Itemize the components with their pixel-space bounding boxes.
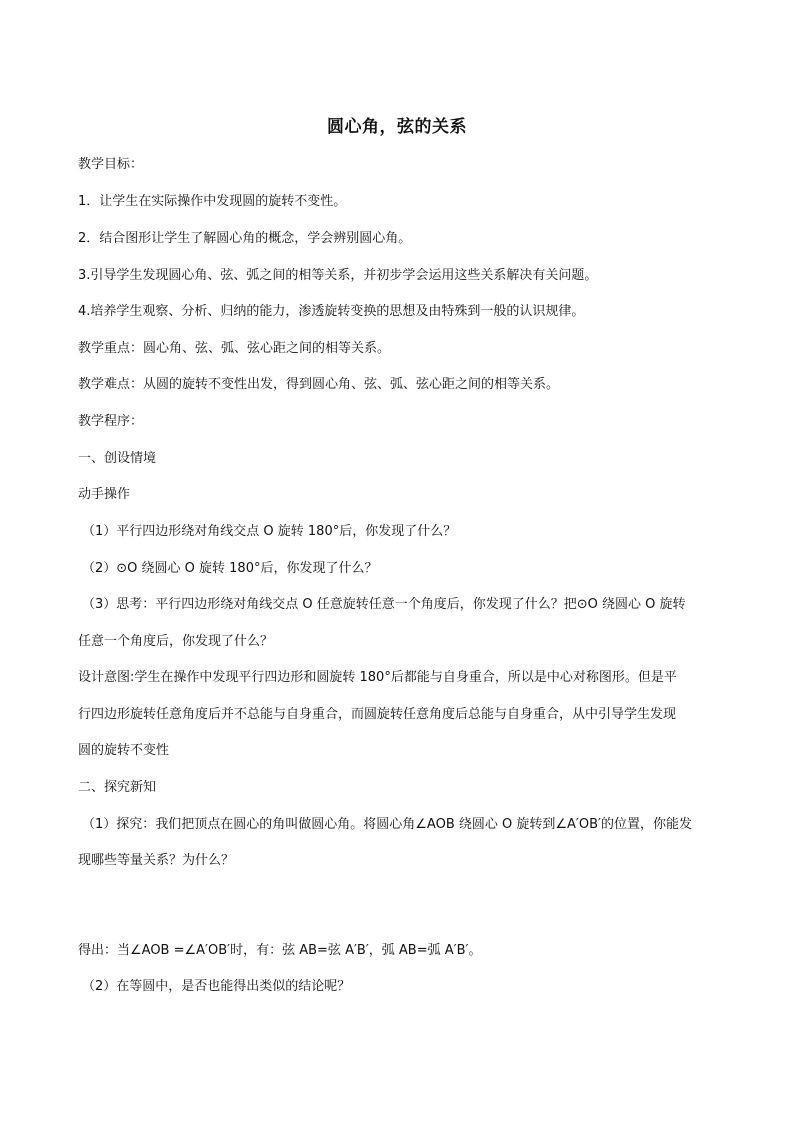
text-line-key-points: 教学重点：圆心角、弦、弧、弦心距之间的相等关系。 bbox=[78, 341, 391, 356]
text-line-step-2: （2）⊙O 绕圆心 O 旋转 180°后，你发现了什么？ bbox=[82, 561, 378, 576]
text-line-section-1-heading: 一、创设情境 bbox=[78, 451, 157, 466]
text-line-explore-2: 现哪些等量关系？为什么？ bbox=[78, 853, 235, 868]
text-line-step-1: （1）平行四边形绕对角线交点 O 旋转 180°后，你发现了什么？ bbox=[82, 524, 457, 539]
text-line-goal-1: 1．让学生在实际操作中发现圆的旋转不变性。 bbox=[78, 194, 347, 209]
text-line-procedure-heading: 教学程序： bbox=[78, 414, 144, 429]
text-line-explore-1: （1）探究：我们把顶点在圆心的角叫做圆心角。将圆心角∠AOB 绕圆心 O 旋转到∠A′OB′的位置，你能发 bbox=[82, 817, 692, 832]
text-line-question-2: （2）在等圆中，是否也能得出类似的结论呢？ bbox=[82, 979, 351, 994]
text-line-hands-on: 动手操作 bbox=[78, 487, 131, 502]
document-title: 圆心角，弦的关系 bbox=[327, 117, 467, 137]
text-line-teaching-goals-heading: 教学目标： bbox=[78, 157, 144, 172]
text-line-design-intent-1: 设计意图:学生在操作中发现平行四边形和圆旋转 180°后都能与自身重合，所以是中心对称图形。但是平 bbox=[78, 670, 677, 685]
text-line-goal-4: 4.培养学生观察、分析、归纳的能力，渗透旋转变换的思想及由特殊到一般的认识规律。 bbox=[78, 304, 585, 319]
text-line-design-intent-2: 行四边形旋转任意角度后并不总能与自身重合，而圆旋转任意角度后总能与自身重合，从中引导学生发现 bbox=[78, 707, 677, 722]
text-line-design-intent-3: 圆的旋转不变性 bbox=[78, 743, 170, 758]
text-line-goal-3: 3.引导学生发现圆心角、弦、弧之间的相等关系，并初步学会运用这些关系解决有关问题。 bbox=[78, 268, 598, 283]
text-line-goal-2: 2．结合图形让学生了解圆心角的概念，学会辨别圆心角。 bbox=[78, 231, 412, 246]
text-line-step-3-part-2: 任意一个角度后，你发现了什么？ bbox=[78, 634, 274, 649]
text-line-conclusion: 得出：当∠AOB =∠A′OB′时，有：弦 AB=弦 A′B′，弧 AB=弧 A′B′。 bbox=[78, 943, 482, 958]
text-line-section-2-heading: 二、探究新知 bbox=[78, 780, 157, 795]
text-line-difficult-points: 教学难点：从圆的旋转不变性出发，得到圆心角、弦、弧、弦心距之间的相等关系。 bbox=[78, 377, 560, 392]
text-line-step-3-part-1: （3）思考：平行四边形绕对角线交点 O 任意旋转任意一个角度后，你发现了什么？把⊙O 绕圆心 O 旋转 bbox=[82, 597, 686, 612]
